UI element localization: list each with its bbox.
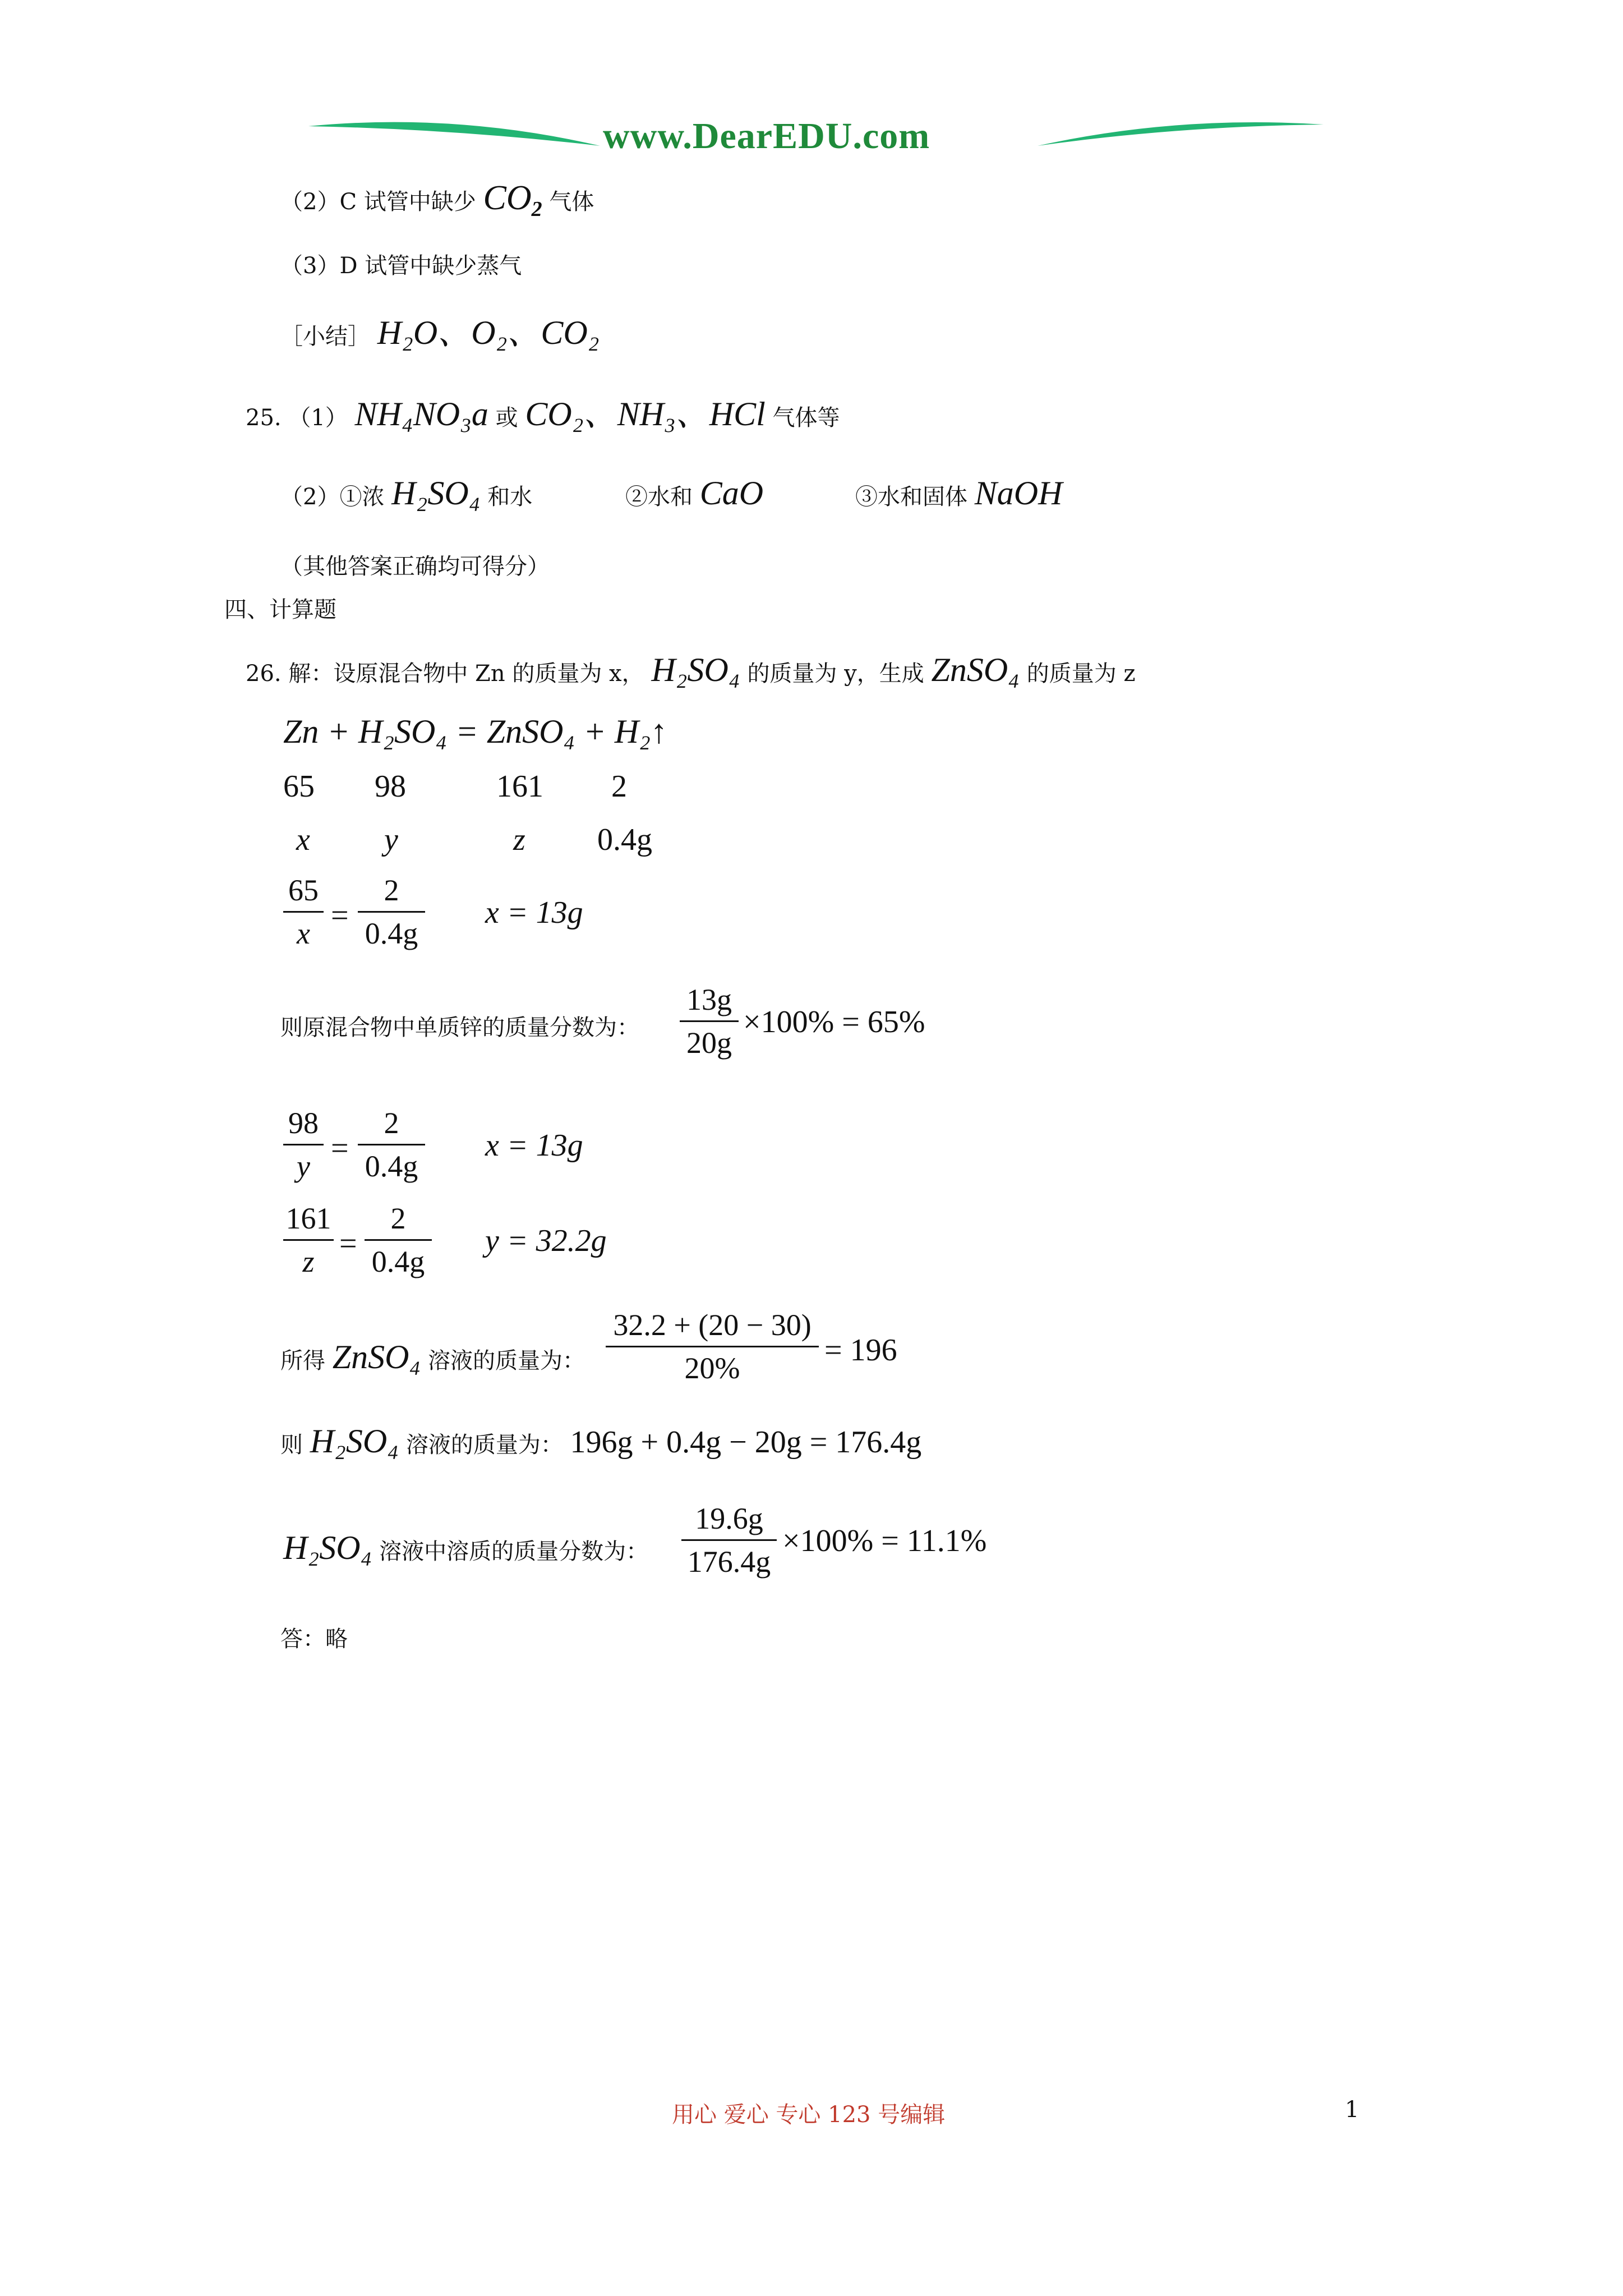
frac2-left: 98 y bbox=[283, 1108, 324, 1181]
znso4-result: = 196 bbox=[824, 1333, 897, 1368]
var-x: x bbox=[296, 822, 310, 857]
answer: 答：略 bbox=[280, 1626, 348, 1652]
result-x2: x = 13g bbox=[485, 1128, 583, 1163]
ratio-2: 2 bbox=[611, 769, 627, 804]
eq-sign: = bbox=[331, 1131, 349, 1166]
ratio-65: 65 bbox=[283, 769, 315, 804]
frac1-left: 65 x bbox=[283, 875, 324, 949]
header-swoosh-left bbox=[308, 115, 600, 154]
ratio-161: 161 bbox=[496, 769, 543, 804]
header-swoosh-right bbox=[1038, 118, 1324, 151]
page-number: 1 bbox=[1345, 2097, 1359, 2123]
frac3-left: 161 z bbox=[283, 1203, 334, 1277]
znso4-fraction: 32.2 + (20 − 30) 20% bbox=[606, 1310, 819, 1383]
var-y: y bbox=[384, 822, 398, 857]
frac3-right: 2 0.4g bbox=[365, 1203, 432, 1277]
q25-line2-b: ②水和 CaO bbox=[625, 475, 764, 512]
mass-h2: 0.4g bbox=[597, 822, 652, 857]
solute-fraction: 19.6g 176.4g bbox=[681, 1503, 777, 1577]
q25-line2-c: ③水和固体 NaOH bbox=[855, 475, 1063, 512]
line-d: （3）D 试管中缺少蒸气 bbox=[280, 253, 522, 279]
q25-line1: 25. （1） NH₄NO₃a 或 CO₂、NH₃、HCl 气体等 bbox=[246, 395, 840, 432]
result-x: x = 13g bbox=[485, 895, 583, 930]
solute-label: H₂SO₄ 溶液中溶质的质量分数为： bbox=[283, 1529, 649, 1566]
site-logo: www.DearEDU.com bbox=[603, 116, 930, 157]
note: （其他答案正确均可得分） bbox=[280, 554, 550, 579]
zn-fraction: 13g 20g bbox=[680, 984, 739, 1058]
znso4-label: 所得 ZnSO₄ 溶液的质量为： bbox=[280, 1338, 585, 1375]
reaction-equation: Zn + H₂SO₄ = ZnSO₄ + H₂↑ bbox=[283, 713, 667, 750]
eq-sign: = bbox=[339, 1226, 357, 1261]
q26-intro: 26. 解：设原混合物中 Zn 的质量为 x， H₂SO₄ 的质量为 y，生成 ZnSO₄ 的质量为 z bbox=[246, 651, 1136, 688]
footer-text: 用心 爱心 专心 123 号编辑 bbox=[672, 2102, 946, 2128]
eq-sign: = bbox=[331, 898, 349, 933]
result-y: y = 32.2g bbox=[485, 1223, 607, 1258]
line-c: （2）C 试管中缺少 $CO_2$ 气体 bbox=[280, 179, 594, 221]
section-title: 四、计算题 bbox=[224, 597, 336, 623]
var-z: z bbox=[513, 822, 525, 857]
zn-result: ×100% = 65% bbox=[743, 1005, 925, 1039]
summary: ［小结］ H₂O、O₂、CO₂ bbox=[280, 314, 600, 351]
zn-label: 则原混合物中单质锌的质量分数为： bbox=[280, 1015, 639, 1041]
frac1-right: 2 0.4g bbox=[358, 875, 425, 949]
frac2-right: 2 0.4g bbox=[358, 1108, 425, 1181]
q25-line2-a: （2）①浓 H₂SO₄ 和水 bbox=[280, 475, 533, 512]
h2so4-mass: 则 H₂SO₄ 溶液的质量为： 196g + 0.4g − 20g = 176.4g bbox=[280, 1423, 922, 1460]
ratio-98: 98 bbox=[375, 769, 406, 804]
solute-result: ×100% = 11.1% bbox=[782, 1524, 987, 1558]
